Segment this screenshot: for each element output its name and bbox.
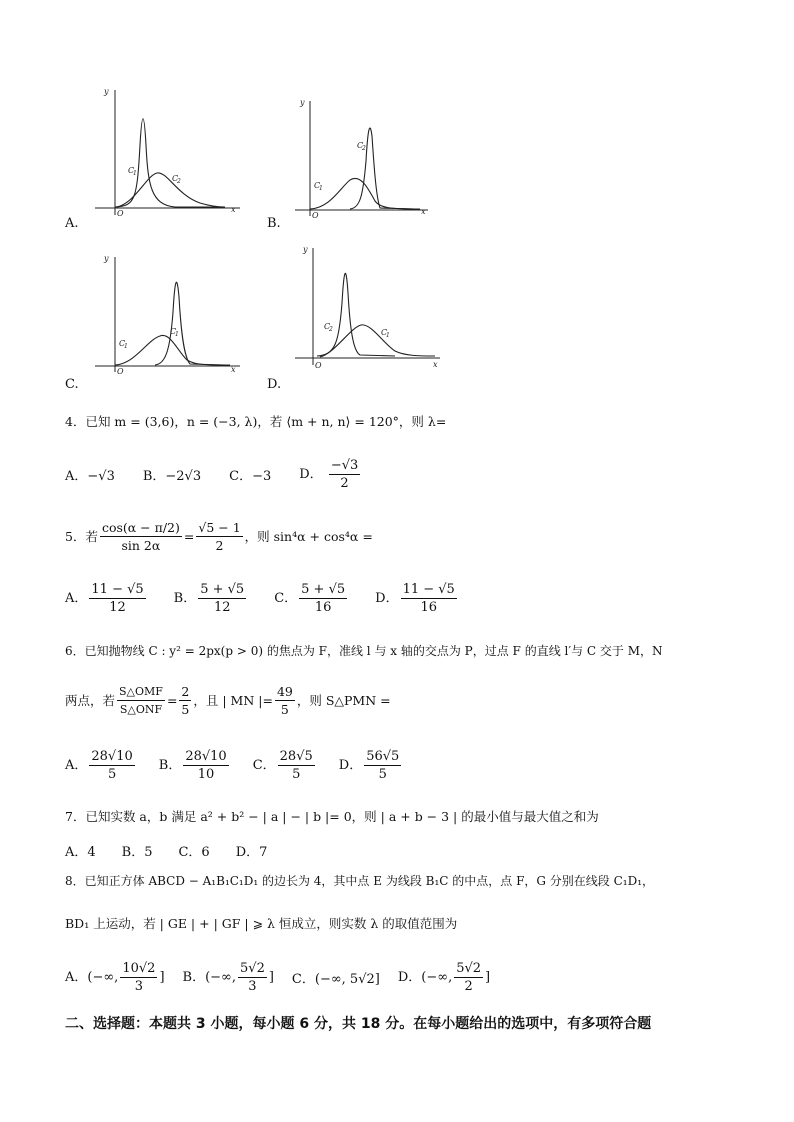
- q6-options: [65, 745, 403, 785]
- q8-option-d[interactable]: D．(−∞, $\frac{5√2}{2}$ ]: [397, 960, 491, 994]
- svg-text:y: y: [300, 98, 305, 107]
- svg-text:O: O: [117, 209, 124, 218]
- q5-stem: 5．若 $\frac{\cos(\alpha - \pi/2)}{\sin 2\alpha}$ = $\frac{√5 - 1}{2}$ ，则 sin⁴α + cos⁴α =: [65, 519, 373, 553]
- q4-d-den: 2: [340, 475, 349, 491]
- q4-options: [65, 454, 362, 494]
- graph-a-label: A.: [65, 216, 79, 231]
- graph-a: [95, 85, 245, 220]
- q5-option-c[interactable]: C． $\frac{5 + √5}{16}$: [274, 581, 346, 615]
- svg-text:2: 2: [362, 145, 366, 152]
- svg-text:1: 1: [124, 343, 128, 350]
- svg-text:C: C: [357, 141, 364, 150]
- graph-b-label: B.: [267, 216, 281, 231]
- q6-mn-den: 5: [280, 701, 289, 717]
- svg-text:1: 1: [319, 185, 323, 192]
- q5-lhs-den: sin 2α: [121, 537, 161, 553]
- graph-b: [295, 96, 435, 221]
- q6-option-b[interactable]: B． $\frac{28√10}{10}$: [158, 748, 227, 782]
- svg-text:1: 1: [133, 170, 137, 177]
- q5-option-b[interactable]: B． $\frac{5 + √5}{12}$: [173, 581, 245, 615]
- q6-option-a[interactable]: A． $\frac{28√10}{5}$: [65, 748, 133, 782]
- q8-line2: BD₁ 上运动，若 | GE | + | GF | ⩾ λ 恒成立，则实数 λ 的取值范围为: [65, 916, 458, 931]
- graph-d-label: D.: [267, 377, 282, 392]
- q8-options: [65, 955, 490, 999]
- svg-text:C: C: [119, 339, 126, 348]
- q4-option-a[interactable]: A．−√3: [65, 468, 115, 484]
- q4-option-b[interactable]: B．−2√3: [142, 468, 202, 484]
- svg-text:x: x: [433, 360, 438, 369]
- q8-option-a[interactable]: A．(−∞, $\frac{10√2}{3}$ ]: [65, 960, 165, 994]
- graph-c-label: C.: [65, 377, 79, 392]
- q5-lhs-num: cos(α − π/2): [101, 519, 180, 535]
- svg-text:x: x: [231, 365, 236, 374]
- q4-d-num: −√3: [330, 457, 359, 473]
- q6-mid: ，且 | MN |=: [193, 693, 273, 708]
- svg-text:C: C: [381, 328, 388, 337]
- svg-text:y: y: [303, 245, 308, 254]
- q5-prefix: 5．若: [65, 529, 98, 544]
- q6-mn-num: 49: [276, 683, 293, 699]
- svg-text:1: 1: [386, 332, 390, 339]
- q8-line1: 8．已知正方体 ABCD − A₁B₁C₁D₁ 的边长为 4，其中点 E 为线段 B₁C 的中点，点 F，G 分别在线段 C₁D₁，: [65, 874, 655, 888]
- q5-rhs-den: 2: [215, 537, 224, 553]
- q6-line1: 6．已知抛物线 C : y² = 2px(p > 0) 的焦点为 F，准线 l 与 x 轴的交点为 P，过点 F 的直线 l′与 C 交于 M，N: [65, 644, 663, 658]
- svg-text:O: O: [315, 361, 322, 370]
- svg-text:2: 2: [329, 326, 333, 333]
- q6-ratio-num: S△OMF: [117, 683, 165, 701]
- q8-option-c[interactable]: C．(−∞, 5√2]: [291, 971, 380, 987]
- graph-c: [95, 252, 245, 377]
- graph-d: [295, 243, 445, 373]
- q5-options: [65, 578, 459, 618]
- svg-text:O: O: [117, 367, 124, 376]
- q4-stem: 4．已知 m = (3,6)，n = (−3, λ)，若 ⟨m + n, n⟩ = 120°，则 λ=: [65, 414, 447, 429]
- svg-text:x: x: [421, 207, 426, 216]
- svg-text:x: x: [231, 205, 236, 214]
- q6-option-c[interactable]: C． $\frac{28√5}{5}$: [252, 748, 313, 782]
- section-2-heading: 二、选择题：本题共 3 小题，每小题 6 分，共 18 分。在每小题给出的选项中，有多项符合题: [65, 1016, 652, 1032]
- svg-text:2: 2: [177, 178, 181, 185]
- q5-suffix: ，则 sin⁴α + cos⁴α =: [244, 529, 373, 544]
- svg-text:C: C: [128, 166, 135, 175]
- q6-ratio-den: S△ONF: [119, 702, 163, 716]
- q4-option-d-label: D．: [299, 466, 323, 482]
- q6-suffix: ，则 S△PMN =: [296, 693, 391, 708]
- q6-ratio-val-den: 5: [181, 701, 190, 717]
- q5-option-a[interactable]: A． $\frac{11 - √5}{12}$: [65, 581, 144, 615]
- svg-text:1: 1: [175, 331, 179, 338]
- svg-text:y: y: [104, 87, 109, 96]
- q4-option-c[interactable]: C．−3: [229, 468, 272, 484]
- q5-option-d[interactable]: D． $\frac{11 - √5}{16}$: [375, 581, 455, 615]
- svg-text:y: y: [104, 254, 109, 263]
- svg-text:C: C: [324, 322, 331, 331]
- q4-option-d[interactable]: [299, 457, 362, 492]
- q7-options[interactable]: A．4 B．5 C．6 D．7: [65, 845, 268, 860]
- q6-line2: 两点，若 $\frac{\text{S△OMF}}{\text{S△ONF}}$ = $\frac{2}{5}$ ，且 | MN |= $\frac{49}{5}$ ，则 S△PMN =: [65, 683, 391, 717]
- svg-text:C: C: [170, 327, 177, 336]
- q6-prefix: 两点，若: [65, 693, 116, 708]
- q8-option-b[interactable]: B．(−∞, $\frac{5√2}{3}$ ]: [182, 960, 274, 994]
- svg-text:C: C: [172, 174, 179, 183]
- svg-text:O: O: [312, 211, 319, 220]
- q5-rhs-num: √5 − 1: [198, 519, 241, 535]
- q6-option-d[interactable]: D． $\frac{56√5}{5}$: [338, 748, 400, 782]
- q7-stem: 7．已知实数 a，b 满足 a² + b² − | a | − | b |= 0，则 | a + b − 3 | 的最小值与最大值之和为: [65, 809, 599, 824]
- q6-ratio-val-num: 2: [181, 683, 190, 699]
- svg-text:C: C: [314, 181, 321, 190]
